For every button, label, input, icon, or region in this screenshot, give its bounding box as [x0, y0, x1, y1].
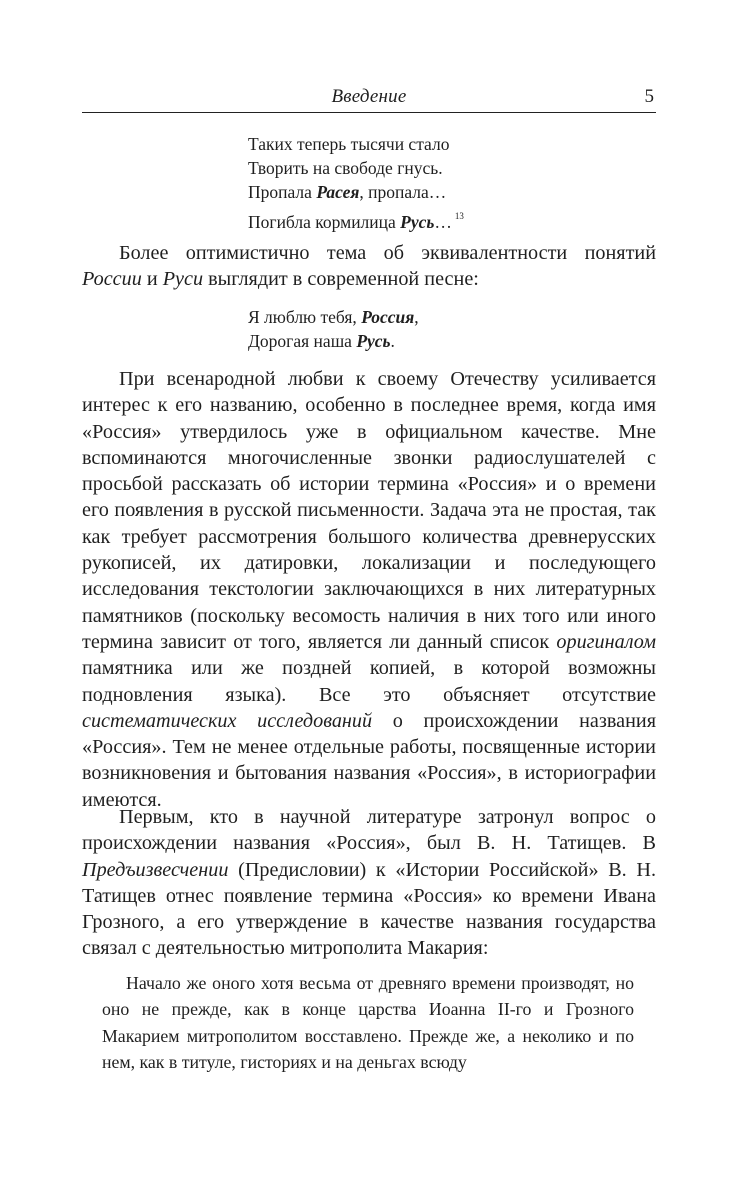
emphasis-word: Русь: [400, 212, 435, 232]
body-paragraph: Первым, кто в научной литературе затронул вопрос о происхождении названия «Россия», был В. Н. Татищев. В Предъизвесчении (Предисловии) к «Истории Российской» В. Н. Татищев отнес появление термина «Россия» ко времени Ивана Грозного, а его утверждение в качестве названия государства связал с деятельностью митрополита Макария:: [82, 806, 656, 960]
footnote-marker[interactable]: 13: [454, 211, 464, 221]
verse-line: Дорогая наша Русь.: [248, 331, 395, 351]
verse-epigraph: [248, 132, 464, 234]
body-paragraph: При всенародной любви к своему Отечеству усиливается интерес к его названию, особенно в последнее время, когда имя «Россия» утвердилось уже в официальном качестве. Мне вспоминаются многочисленные звонки радиослушателей с просьбой рассказать об истории термина «Россия» и о времени его появления в русской письменности. Задача эта не простая, так как требует рассмотрения большого количества древнерусских рукописей, их датировки, локализации и последующего исследования текстологии заключающихся в них литературных памятников (поскольку весомость наличия в них того или иного термина зависит от того, является ли данный список оригиналом памятника или же поздней копией, в которой возможны подновления языка). Все это объясняет отсутствие систематических исследований о происхождении названия «Россия». Тем не менее отдельные работы, посвященные истории возникновения и бытования названия «Россия», в историографии имеются.: [82, 368, 656, 811]
block-quote: Начало же оного хотя весьма от древняго времени производят, но оно не прежде, как в конце царства Иоанна II-го и Грозного Макарием митрополитом восставлено. Прежде же, а неколико и по нем, как в титуле, гисториях и на деньгах всюду: [102, 973, 634, 1073]
verse-song: [248, 305, 419, 353]
verse-line: Я люблю тебя, Россия,: [248, 307, 419, 327]
emphasis-word: Расея: [316, 182, 360, 202]
verse-line: Творить на свободе гнусь.: [248, 158, 443, 178]
verse-line: Погибла кормилица Русь… $^{13}$: [248, 211, 464, 232]
verse-line: Таких теперь тысячи стало: [248, 134, 450, 154]
running-header: [82, 82, 656, 113]
body-paragraph: Более оптимистично тема об эквивалентности понятий России и Руси выглядит в современной песне:: [82, 242, 656, 291]
verse-line: Пропала Расея, пропала…: [248, 182, 447, 202]
running-title: Введение: [331, 86, 407, 107]
emphasis-word: Россия: [361, 307, 415, 327]
page-number: 5: [644, 86, 654, 107]
emphasis-word: Русь: [356, 331, 391, 351]
